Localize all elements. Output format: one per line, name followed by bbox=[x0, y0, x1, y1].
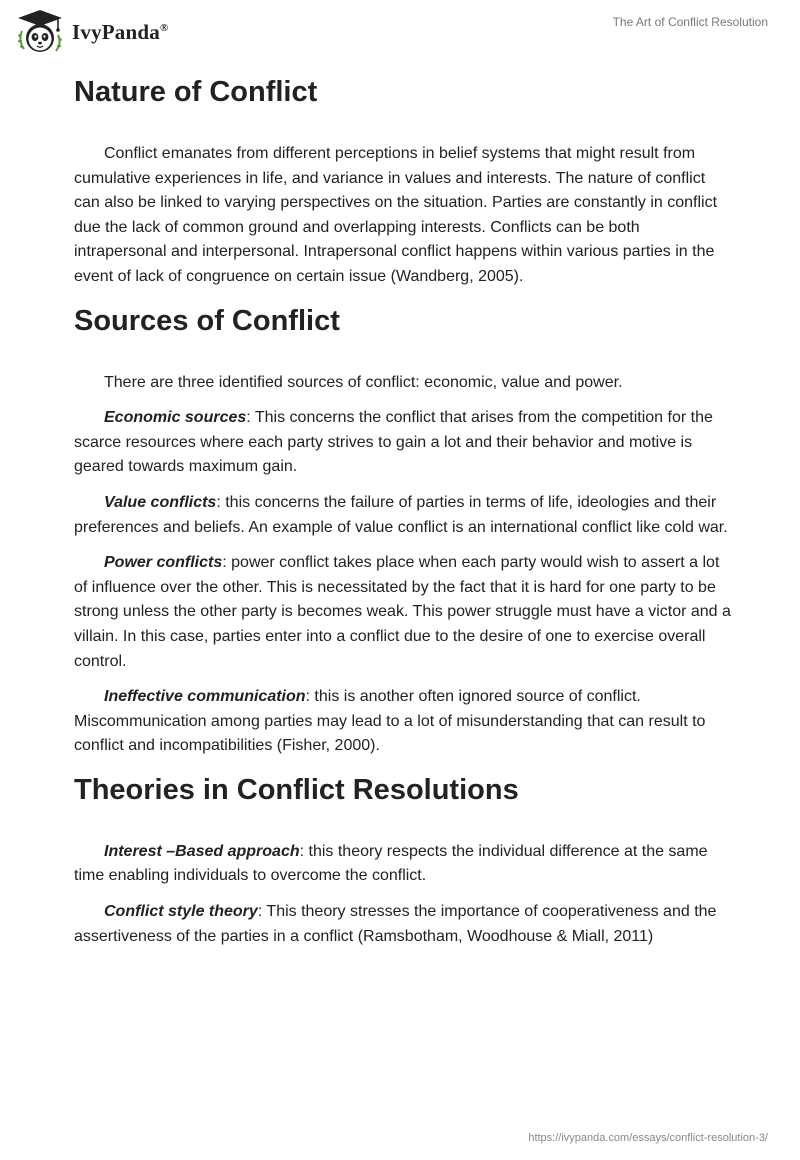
section-heading-sources: Sources of Conflict bbox=[74, 304, 340, 337]
term-label: Economic sources bbox=[104, 409, 247, 427]
term-label: Interest –Based approach bbox=[104, 842, 300, 860]
paragraph: Conflict style theory: This theory stresses the importance of cooperativeness and the assertiveness of the parties in a conflict (Ramsbotham, Woodhouse & Miall, 2011) bbox=[74, 903, 717, 945]
paragraph: Conflict emanates from different perceptions in belief systems that might result from cumulative experiences in life, and variance in values and interests. The nature of conflict can also be linked to varying perspectives on the situation. Parties are constantly in conflict due the lack of common ground and overlapping interests. Conflicts can be both intrapersonal and interpersonal. Intrapersonal conflict happens within various parties in the event of lack of congruence on certain issue (Wandberg, 2005). bbox=[74, 145, 718, 285]
term-label: Value conflicts bbox=[104, 493, 217, 511]
paragraph: Interest –Based approach: this theory respects the individual difference at the same time enabling individuals to overcome the conflict. bbox=[74, 842, 708, 885]
section-heading-theories: Theories in Conflict Resolutions bbox=[74, 773, 519, 806]
paragraph: Economic sources: This concerns the conflict that arises from the competition for the scarce resources where each party strives to gain a lot and their behavior and motive is geared towards maximum gain. bbox=[74, 409, 713, 476]
paragraph: Ineffective communication: this is another often ignored source of conflict. Miscommunication among parties may lead to a lot of misunderstanding that can result to conflict and incompatibilities (Fisher, 2000). bbox=[74, 688, 706, 755]
term-label: Ineffective communication bbox=[104, 688, 306, 706]
section-heading-nature: Nature of Conflict bbox=[74, 76, 318, 108]
ivypanda-logo[interactable] bbox=[14, 9, 168, 55]
source-url[interactable]: https://ivypanda.com/essays/conflict-resolution-3/ bbox=[528, 1132, 768, 1144]
essay-content bbox=[74, 72, 734, 960]
panda-graduation-icon bbox=[14, 9, 66, 55]
term-label: Power conflicts bbox=[104, 554, 223, 572]
page-header bbox=[0, 0, 800, 60]
paragraph: Power conflicts: power conflict takes place when each party would wish to assert a lot of influence over the other. This is necessitated by the fact that it is hard for one party to be strong unless the other party is becomes weak. This power struggle must have a victor and a villain. In this case, parties enter into a conflict due to the desire of one to exercise overall control. bbox=[74, 554, 731, 670]
paragraph: There are three identified sources of conflict: economic, value and power. bbox=[104, 373, 623, 391]
brand-name: IvyPanda® bbox=[72, 19, 169, 44]
term-label: Conflict style theory bbox=[104, 903, 258, 921]
paragraph: Value conflicts: this concerns the failure of parties in terms of life, ideologies and their preferences and beliefs. An example of value conflict is an international conflict like cold war. bbox=[74, 493, 728, 536]
document-title: The Art of Conflict Resolution bbox=[612, 15, 768, 29]
